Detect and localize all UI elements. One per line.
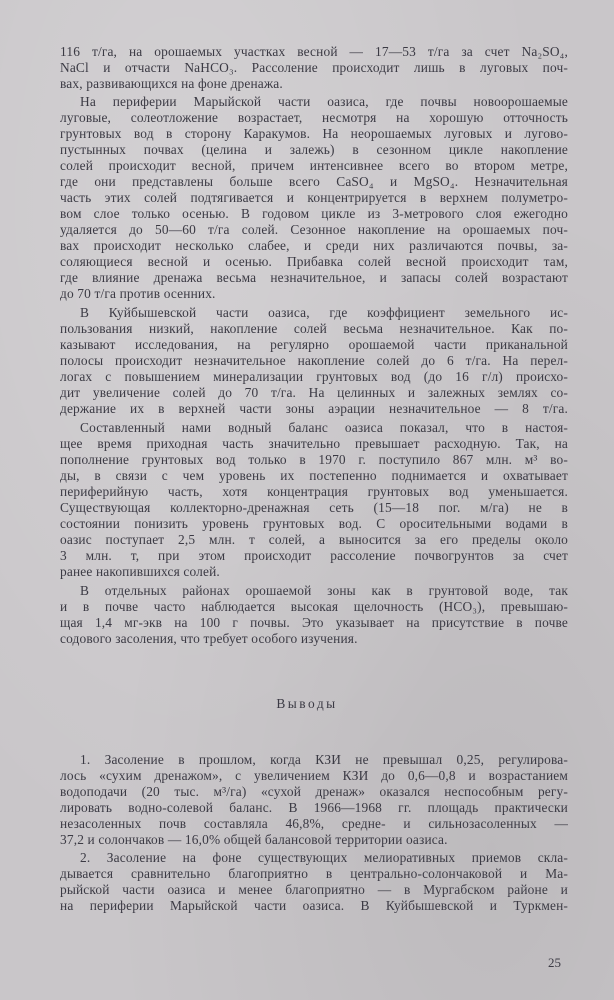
text-line: дит увеличение солей до 70 т/га. На целинных и залежных землях со-	[60, 385, 568, 400]
text-line: лировать водно-солевой баланс. В 1966—1968 гг. площадь практически	[60, 800, 568, 815]
text-line: 37,2 и солончаков — 16,0% общей балансовой территории оазиса.	[60, 832, 448, 847]
text-line: где они представлены больше всего CaSO₄ и MgSO₄. Незначительная	[60, 174, 568, 189]
text-line: ды, в связи с чем уровень их постепенно поднимается и охватывает	[60, 468, 568, 483]
text-line: Существующая коллекторно-дренажная сеть (15—18 пог. м/га) не в	[60, 500, 568, 515]
text-line: пустынных почвах (целина и залежь) в сезонном цикле накопление	[60, 142, 568, 157]
text-line: на периферии Марыйской части оазиса. В Куйбышевской и Туркмен-	[60, 898, 568, 913]
text-line: щая 1,4 мг-экв на 100 г почвы. Это указывает на присутствие в почве	[60, 615, 568, 630]
text-line: где влияние дренажа весьма незначительное, и запасы солей возрастают	[60, 270, 568, 285]
text-line: щее время приходная часть значительно превышает расходную. Так, на	[60, 436, 568, 451]
text-line: часть этих солей подтягивается и концентрируется в верхнем полуметро-	[60, 190, 568, 205]
text-line: полосы происходит незначительное накопление солей до 6 т/га. На перел-	[60, 353, 568, 368]
text-line: незасоленных почв составляла 46,8%, средне- и сильнозасоленных —	[60, 816, 568, 831]
text-line: содового засоления, что требует особого изучения.	[60, 631, 358, 646]
text-line: и в почве часто наблюдается высокая щелочность (HCO₃), превышаю-	[60, 599, 568, 614]
text-line: соляющиеся весной и осенью. Прибавка солей весной происходит там,	[60, 254, 568, 269]
text-line: солей происходит весной, причем интенсивнее всего во втором метре,	[60, 158, 568, 173]
text-line: вом слое только осенью. В годовом цикле из 3-метрового слоя ежегодно	[60, 206, 568, 221]
text-line: удаляется до 50—60 т/га солей. Сезонное накопление на орошаемых поч-	[60, 222, 568, 237]
text-line: NaCl и отчасти NaHCO₃. Рассоление происходит лишь в луговых поч-	[60, 60, 568, 75]
text-line: вах, развивающихся на фоне дренажа.	[60, 76, 283, 91]
text-line: до 70 т/га против осенних.	[60, 286, 216, 301]
text-line: Составленный нами водный баланс оазиса показал, что в настоя-	[80, 420, 568, 435]
text-line: На периферии Марыйской части оазиса, где почвы новоорошаемые	[80, 94, 568, 109]
text-line: казывают исследования, на регулярно орошаемой части приканальной	[60, 337, 568, 352]
text-line: вах происходит несколько слабее, и среди них различаются почвы, за-	[60, 238, 568, 253]
text-line: луговые, солеотложение возрастает, несмотря на хорошую отточность	[60, 110, 568, 125]
text-line: В Куйбышевской части оазиса, где коэффициент земельного ис-	[80, 305, 568, 320]
text-line: 1. Засоление в прошлом, когда КЗИ не превышал 0,25, регулирова-	[80, 752, 568, 767]
text-line: пользования низкий, накопление солей весьма незначительное. Как по-	[60, 321, 568, 336]
text-line: периферийную часть, хотя концентрация грунтовых вод уменьшается.	[60, 484, 568, 499]
text-line: водоподачи (20 тыс. м³/га) «сухой дренаж» оказался неспособным регу-	[60, 784, 568, 799]
text-line: дывается сравнительно благоприятно в центрально-солончаковой и Ма-	[60, 866, 568, 881]
text-line: 2. Засоление на фоне существующих мелиоративных приемов скла-	[80, 850, 568, 865]
text-line: лось «сухим дренажом», с увеличением КЗИ до 0,6—0,8 и возрастанием	[60, 768, 568, 783]
text-line: 3 млн. т, при этом происходит рассоление почвогрунтов за счет	[60, 548, 568, 563]
text-line: грунтовых вод в сторону Каракумов. На неорошаемых луговых и лугово-	[60, 126, 568, 141]
text-line: 116 т/га, на орошаемых участках весной — 17—53 т/га за счет Na₂SO₄,	[60, 44, 568, 59]
page-number: 25	[548, 955, 561, 970]
section-heading: Выводы	[276, 696, 338, 711]
text-line: пополнение грунтовых вод только в 1970 г. поступило 867 млн. м³ во-	[60, 452, 568, 467]
text-line: держание их в верхней части зоны аэрации незначительное — 8 т/га.	[60, 401, 568, 416]
text-line: состоянии понизить уровень грунтовых вод. С оросительными водами в	[60, 516, 568, 531]
text-line: логах с повышением минерализации грунтовых вод (до 16 г/л) происхо-	[60, 369, 568, 384]
text-line: ранее накопившихся солей.	[60, 564, 220, 579]
text-line: оазис поступает 2,5 млн. т солей, а выносится за его пределы около	[60, 532, 568, 547]
text-line: рыйской части оазиса и менее благоприятно — в Мургабском районе и	[60, 882, 568, 897]
text-line: В отдельных районах орошаемой зоны как в грунтовой воде, так	[80, 583, 568, 598]
